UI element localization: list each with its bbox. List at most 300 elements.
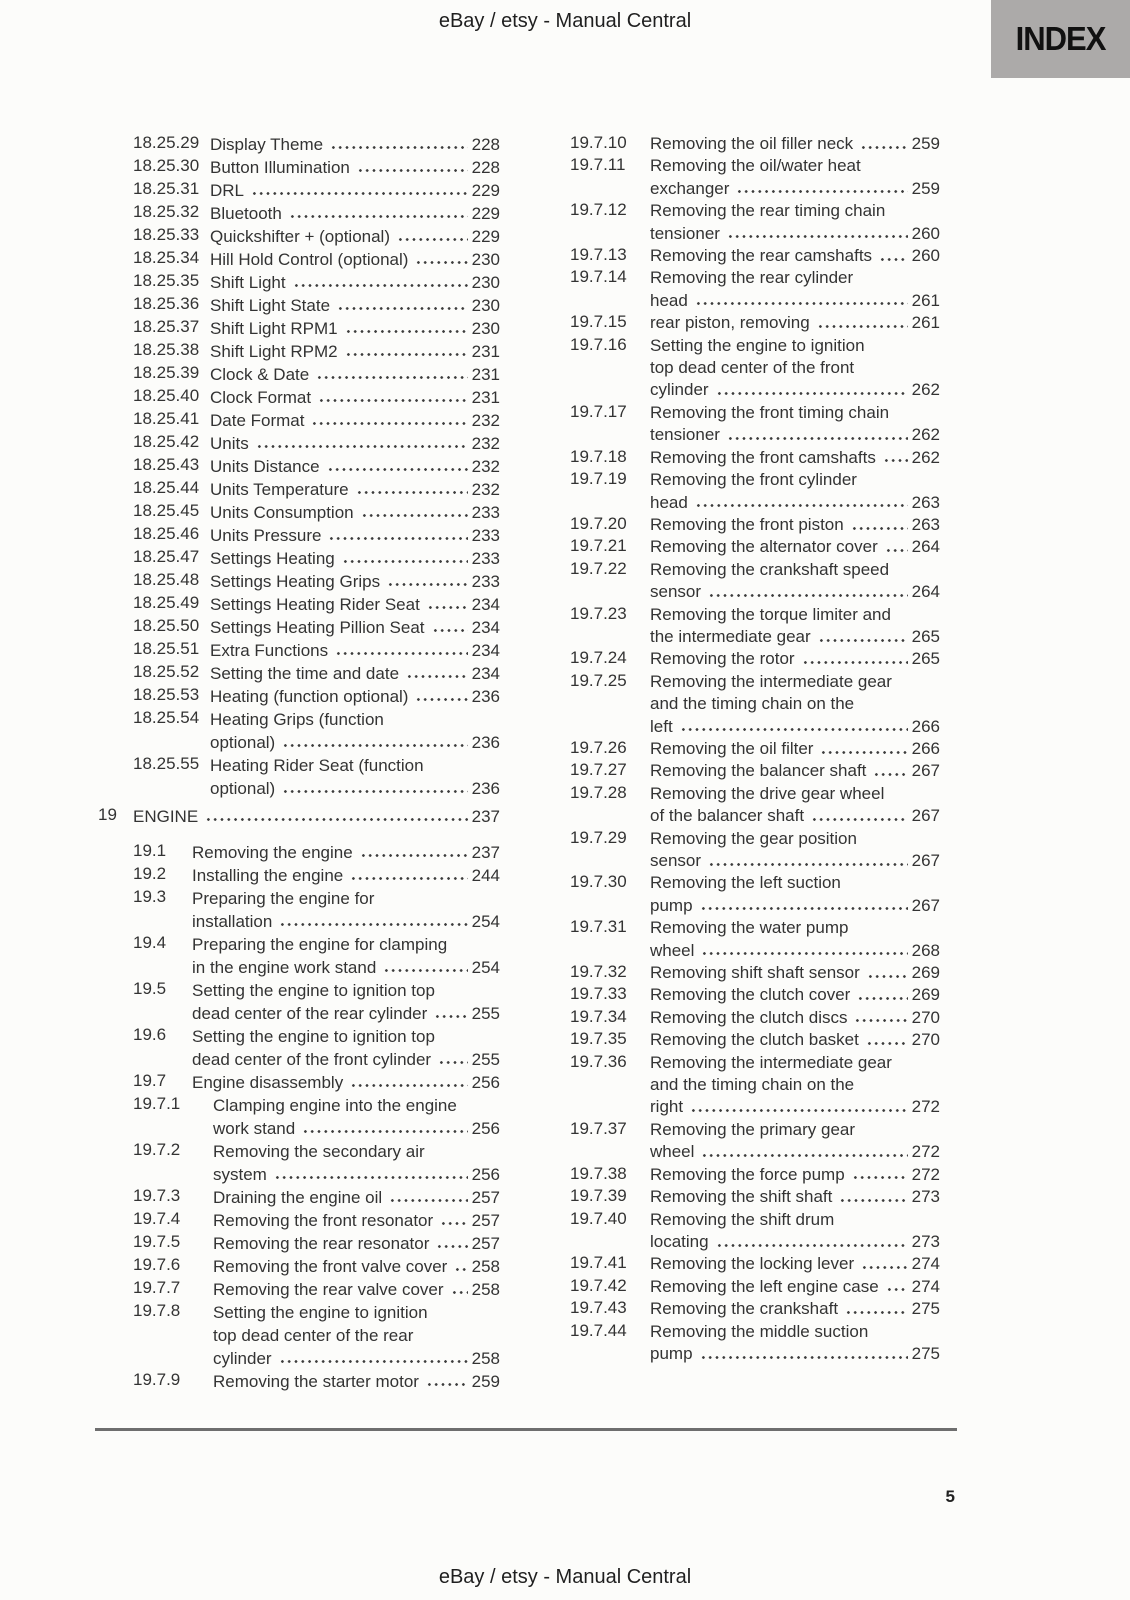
toc-entry-title: Bluetooth: [210, 204, 282, 223]
toc-entry: [98, 1071, 500, 1094]
toc-entry-page: 236: [471, 733, 500, 752]
toc-entry: [98, 501, 500, 524]
toc-entry-line: [210, 455, 500, 478]
toc-entry-number: 19.7.29: [570, 827, 627, 847]
toc-entry-number: 19.7.40: [570, 1208, 627, 1228]
dot-leader: [707, 850, 908, 872]
dot-leader: [810, 805, 908, 827]
toc-entry-title: rear piston, removing: [650, 313, 810, 333]
toc-entry-number: 18.25.50: [133, 616, 200, 635]
toc-entry-page: 257: [471, 1234, 500, 1253]
toc-entry-title: Removing the shift shaft: [650, 1187, 833, 1207]
toc-entry-title: Extra Functions: [210, 641, 329, 660]
toc-entry-number: 19.4: [133, 933, 167, 952]
toc-entry-line: [650, 1007, 940, 1029]
toc-entry: [570, 1029, 940, 1051]
toc-entry-line: [213, 1278, 500, 1301]
toc-entry: [570, 200, 940, 245]
toc-entry-title: Removing the rear valve cover: [213, 1280, 444, 1299]
dot-leader: [838, 1186, 907, 1208]
toc-entry: [98, 805, 500, 828]
dot-leader: [425, 1370, 468, 1393]
toc-entry-line: [213, 1209, 500, 1232]
toc-entry-title: Quickshifter + (optional): [210, 227, 390, 246]
toc-entry: [98, 754, 500, 800]
dot-leader: [433, 1002, 467, 1025]
toc-entry: [98, 271, 500, 294]
dot-leader: [204, 805, 467, 828]
toc-entry-line: [213, 1186, 500, 1209]
dot-leader: [816, 312, 908, 334]
toc-entry-number: 18.25.43: [133, 455, 200, 474]
toc-entry-title: Setting the engine to ignition top: [192, 981, 435, 1000]
toc-entry: [98, 248, 500, 271]
toc-entry-line: [650, 1298, 940, 1320]
dot-leader: [735, 178, 907, 200]
toc-entry-number: 19.7.14: [570, 267, 627, 287]
toc-entry-page: 258: [471, 1257, 500, 1276]
toc-entry-page: 258: [471, 1280, 500, 1299]
dot-leader: [882, 447, 908, 469]
toc-entry: [570, 402, 940, 447]
toc-entry-number: 19.7.25: [570, 670, 627, 690]
toc-entry-line: [210, 409, 500, 432]
toc-entry-number: 19.7.10: [570, 133, 627, 152]
toc-entry-line: [210, 616, 500, 639]
toc-entry-line: [210, 501, 500, 524]
toc-entry-line: [210, 570, 500, 593]
toc-entry-page: 267: [911, 761, 940, 781]
toc-entry-page: 274: [911, 1254, 940, 1274]
dot-leader: [255, 432, 468, 455]
dot-leader: [349, 864, 467, 887]
toc-entry: [570, 783, 940, 828]
dot-leader: [850, 514, 908, 536]
toc-entry-number: 18.25.48: [133, 570, 200, 589]
toc-entry-title: Heating (function optional): [210, 687, 409, 706]
toc-entry: [98, 864, 500, 887]
toc-entry-title: top dead center of the rear: [213, 1326, 414, 1345]
toc-entry-number: 18.25.31: [133, 179, 200, 198]
toc-entry-title: Clamping engine into the engine: [213, 1096, 457, 1115]
toc-entry-number: 18.25.44: [133, 478, 200, 497]
toc-entry-title: head: [650, 492, 688, 512]
toc-entry-number: 19.7.26: [570, 737, 627, 757]
toc-entry-line: [650, 1119, 940, 1141]
toc-entry-title: Units Pressure: [210, 526, 322, 545]
toc-entry-number: 18.25.36: [133, 294, 200, 313]
toc-entry-number: 18.25.39: [133, 363, 200, 382]
toc-entry-page: 262: [911, 380, 940, 400]
toc-entry-line: [650, 402, 940, 424]
toc-entry-title: Setting the engine to ignition: [650, 335, 865, 355]
toc-entry-title: Removing the crankshaft: [650, 1299, 839, 1319]
toc-entry-line: [650, 200, 940, 222]
toc-entry-title: Preparing the engine for clamping: [192, 935, 448, 954]
toc-entry-number: 18.25.29: [133, 133, 200, 152]
toc-entry-title: Shift Light State: [210, 296, 331, 315]
toc-entry-title: Setting the time and date: [210, 664, 400, 683]
toc-entry: [570, 648, 940, 670]
dot-leader: [801, 648, 908, 670]
dot-leader: [435, 1232, 467, 1255]
toc-entry: [570, 738, 940, 760]
toc-entry-title: Removing shift shaft sensor: [650, 963, 860, 983]
toc-entry-title: Removing the drive gear wheel: [650, 783, 885, 803]
toc-entry-line: [210, 639, 500, 662]
toc-entry-number: 19.7.30: [570, 872, 627, 892]
toc-entry-title: Removing the front resonator: [213, 1211, 434, 1230]
toc-entry-line: [650, 872, 940, 894]
toc-entry-title: installation: [192, 912, 273, 931]
toc-entry-title: Removing the front piston: [650, 514, 844, 534]
toc-entry-line: [650, 940, 940, 962]
toc-entry-title: optional): [210, 779, 276, 798]
toc-entry-line: [192, 933, 500, 956]
toc-entry-title: Units Distance: [210, 457, 320, 476]
page-number: 5: [945, 1487, 955, 1506]
toc-entry-line: [650, 716, 940, 738]
toc-entry-line: [650, 1074, 940, 1096]
toc-entry-title: Removing the rotor: [650, 649, 795, 669]
dot-leader: [278, 1347, 468, 1370]
toc-entry-line: [650, 335, 940, 357]
toc-entry: [98, 179, 500, 202]
dot-leader: [715, 379, 908, 401]
toc-entry-page: 260: [911, 246, 940, 266]
dot-leader: [315, 363, 467, 386]
toc-entry: [570, 155, 940, 200]
dot-leader: [344, 317, 468, 340]
toc-entry-number: 19.7.36: [570, 1051, 627, 1071]
dot-leader: [288, 202, 468, 225]
toc-entry-page: 231: [471, 365, 500, 384]
toc-entry-page: 234: [471, 664, 500, 683]
toc-entry-number: 19.7.42: [570, 1275, 627, 1295]
toc-entry-title: Settings Heating Rider Seat: [210, 595, 420, 614]
toc-entry-line: [213, 1232, 500, 1255]
toc-entry-page: 230: [471, 250, 500, 269]
toc-entry-line: [213, 1301, 500, 1324]
toc-entry: [570, 760, 940, 782]
toc-entry: [98, 685, 500, 708]
toc-entry: [570, 1052, 940, 1119]
toc-entry-page: 234: [471, 641, 500, 660]
toc-entry: [570, 1276, 940, 1298]
toc-entry-line: [210, 432, 500, 455]
toc-entry-number: 19.7.23: [570, 603, 627, 623]
toc-entry-number: 19.7.32: [570, 962, 627, 982]
toc-entry-number: 18.25.30: [133, 156, 200, 175]
toc-entry-title: Draining the engine oil: [213, 1188, 383, 1207]
toc-entry-number: 19.7.38: [570, 1163, 627, 1183]
dot-leader: [715, 1231, 908, 1253]
dot-leader: [865, 1029, 908, 1051]
toc-entry-title: Removing the clutch basket: [650, 1030, 859, 1050]
toc-entry-line: [213, 1370, 500, 1393]
dot-leader: [707, 581, 908, 603]
toc-entry-line: [650, 1276, 940, 1298]
toc-entry-title: right: [650, 1097, 684, 1117]
toc-entry-title: Removing the front cylinder: [650, 470, 857, 490]
toc-entry-page: 228: [471, 158, 500, 177]
toc-entry-line: [210, 731, 500, 754]
toc-entry: [570, 447, 940, 469]
toc-entry-number: 19.7.5: [133, 1232, 181, 1251]
toc-entry: [98, 432, 500, 455]
toc-entry-page: 233: [471, 549, 500, 568]
dot-leader: [349, 1071, 467, 1094]
toc-entry-page: 262: [911, 425, 940, 445]
toc-entry-line: [650, 693, 940, 715]
toc-entry: [98, 547, 500, 570]
toc-entry-number: 19.7.17: [570, 401, 627, 421]
toc-entry-page: 236: [471, 779, 500, 798]
toc-entry-page: 267: [911, 851, 940, 870]
toc-entry-title: Button Illumination: [210, 158, 350, 177]
toc-entry-number: 19.5: [133, 979, 167, 998]
dot-leader: [355, 478, 468, 501]
dot-leader: [689, 1096, 908, 1118]
toc-entry: [570, 514, 940, 536]
toc-entry-line: [650, 514, 940, 536]
toc-entry-number: 18.25.38: [133, 340, 200, 359]
dot-leader: [388, 1186, 467, 1209]
toc-entry-line: [650, 447, 940, 469]
toc-entry-page: 263: [911, 514, 940, 534]
footer-divider-rule: [95, 1428, 957, 1431]
toc-entry-page: 229: [471, 181, 500, 200]
toc-entry-number: 18.25.41: [133, 409, 200, 428]
toc-entry-page: 232: [471, 457, 500, 476]
toc-entry-number: 19.7.35: [570, 1029, 627, 1049]
toc-entry-page: 257: [471, 1211, 500, 1230]
toc-entry-title: Units Consumption: [210, 503, 354, 522]
toc-entry: [570, 536, 940, 558]
toc-entry-page: 266: [911, 738, 940, 758]
dot-leader: [437, 1048, 468, 1071]
toc-entry: [98, 708, 500, 754]
toc-entry-title: and the timing chain on the: [650, 1075, 855, 1095]
toc-entry-number: 19.7.15: [570, 312, 627, 332]
toc-entry-page: 268: [911, 940, 940, 960]
toc-entry-page: 232: [471, 480, 500, 499]
toc-entry-line: [210, 248, 500, 271]
toc-entry-title: Removing the rear cylinder: [650, 268, 854, 288]
toc-entry-line: [210, 133, 500, 156]
toc-entry-page: 230: [471, 319, 500, 338]
toc-entry: [98, 386, 500, 409]
toc-entry: [570, 671, 940, 738]
toc-entry: [570, 917, 940, 962]
toc-entry-line: [650, 1029, 940, 1051]
toc-entry-page: 266: [911, 716, 940, 736]
dot-leader: [336, 294, 468, 317]
toc-entry-number: 19.7.41: [570, 1253, 627, 1273]
toc-entry-line: [192, 1002, 500, 1025]
toc-entry-page: 265: [911, 649, 940, 669]
toc-entry-line: [650, 267, 940, 289]
dot-leader: [853, 1007, 907, 1029]
toc-entry-number: 19.6: [133, 1025, 167, 1044]
toc-entry-line: [650, 379, 940, 401]
dot-leader: [382, 956, 467, 979]
toc-entry-number: 19.7.9: [133, 1370, 181, 1389]
toc-entry: [98, 455, 500, 478]
toc-entry-number: 18.25.53: [133, 685, 200, 704]
toc-entry-line: [650, 626, 940, 648]
toc-entry-line: [650, 604, 940, 626]
toc-entry-line: [210, 708, 500, 731]
header-title: eBay / etsy - Manual Central: [438, 10, 692, 32]
dot-leader: [844, 1298, 908, 1320]
toc-entry-line: [650, 648, 940, 670]
dot-leader: [439, 1209, 467, 1232]
toc-entry: [570, 1007, 940, 1029]
toc-entry-title: system: [213, 1165, 267, 1184]
dot-leader: [344, 340, 468, 363]
toc-entry-line: [210, 340, 500, 363]
toc-entry-line: [192, 1048, 500, 1071]
dot-leader: [414, 685, 467, 708]
toc-entry-title: top dead center of the front: [650, 358, 855, 378]
toc-entry-page: 272: [911, 1097, 940, 1117]
toc-entry-number: 19.7: [133, 1071, 167, 1090]
toc-entry-title: Removing the intermediate gear: [650, 671, 892, 691]
toc-entry-number: 19.7.7: [133, 1278, 181, 1297]
dot-leader: [360, 501, 468, 524]
dot-leader: [700, 1141, 907, 1163]
toc-entry-line: [210, 271, 500, 294]
toc-entry-page: 259: [911, 134, 940, 153]
toc-entry-line: [213, 1255, 500, 1278]
toc-entry-number: 19.7.18: [570, 446, 627, 466]
toc-entry-page: 270: [911, 1030, 940, 1050]
toc-entry-title: pump: [650, 895, 693, 915]
toc-entry-number: 19.7.24: [570, 648, 627, 668]
toc-entry-page: 237: [471, 807, 500, 826]
toc-entry-number: 19.7.37: [570, 1118, 627, 1138]
toc-entry-line: [133, 805, 500, 828]
toc-entry-line: [650, 984, 940, 1006]
toc-entry: [98, 1370, 500, 1393]
toc-entry-page: 231: [471, 388, 500, 407]
toc-entry-number: 19.7.39: [570, 1186, 627, 1206]
dot-leader: [851, 1164, 908, 1186]
toc-entry-number: 19.7.21: [570, 536, 627, 556]
toc-entry-line: [650, 581, 940, 603]
toc-entry: [570, 828, 940, 873]
toc-entry: [98, 1278, 500, 1301]
toc-entry-title: Heating Grips (function: [210, 710, 384, 729]
toc-entry-number: 19.2: [133, 864, 167, 883]
toc-entry: [98, 887, 500, 933]
toc-entry-title: Settings Heating Grips: [210, 572, 381, 591]
toc-entry-page: 233: [471, 572, 500, 591]
toc-entry-line: [210, 593, 500, 616]
toc-entry-number: 18.25.55: [133, 754, 200, 773]
toc-entry-page: 270: [911, 1007, 940, 1027]
toc-entry-line: [650, 536, 940, 558]
toc-entry-number: 19.7.44: [570, 1320, 627, 1340]
toc-entry-title: Clock & Date: [210, 365, 310, 384]
toc-entry-line: [192, 979, 500, 1002]
toc-entry-number: 19.7.16: [570, 334, 627, 354]
dot-leader: [431, 616, 468, 639]
toc-entry-page: 267: [911, 895, 940, 915]
toc-entry-number: 19.7.2: [133, 1140, 181, 1159]
dot-leader: [726, 223, 908, 245]
toc-entry: [570, 335, 940, 402]
toc-entry-title: and the timing chain on the: [650, 694, 855, 714]
toc-entry-title: dead center of the rear cylinder: [192, 1004, 428, 1023]
toc-entry-number: 18.25.42: [133, 432, 200, 451]
toc-entry: [98, 133, 500, 156]
toc-entry: [98, 317, 500, 340]
toc-entry-line: [650, 962, 940, 984]
toc-entry-line: [650, 671, 940, 693]
toc-entry-page: 262: [911, 447, 940, 467]
dot-leader: [453, 1255, 467, 1278]
toc-entry-page: 269: [911, 963, 940, 983]
toc-entry-title: Shift Light RPM1: [210, 319, 338, 338]
toc-entry-number: 18.25.37: [133, 317, 200, 336]
toc-entry-title: Removing the intermediate gear: [650, 1052, 892, 1072]
dot-leader: [694, 290, 908, 312]
dot-leader: [699, 895, 908, 917]
toc-entry: [570, 1164, 940, 1186]
dot-leader: [859, 133, 907, 155]
toc-entry-line: [210, 363, 500, 386]
toc-entry-line: [650, 1052, 940, 1074]
dot-leader: [819, 738, 907, 760]
toc-entry-line: [650, 1096, 940, 1118]
toc-entry: [570, 604, 940, 649]
toc-entry-line: [650, 1141, 940, 1163]
toc-entry-number: 18.25.54: [133, 708, 200, 727]
toc-entry-page: 230: [471, 273, 500, 292]
toc-entry-page: 244: [471, 866, 500, 885]
toc-entry-title: Installing the engine: [192, 866, 344, 885]
toc-entry-title: exchanger: [650, 178, 730, 198]
toc-entry-title: Units Temperature: [210, 480, 349, 499]
toc-entry-page: 230: [471, 296, 500, 315]
toc-entry-page: 254: [471, 958, 500, 977]
toc-entry-number: 19.7.28: [570, 782, 627, 802]
toc-entry-number: 19.7.22: [570, 558, 627, 578]
toc-entry-line: [213, 1094, 500, 1117]
toc-entry-page: 256: [471, 1119, 500, 1138]
dot-leader: [817, 626, 908, 648]
toc-entry-title: Units: [210, 434, 249, 453]
toc-entry-title: Date Format: [210, 411, 305, 430]
toc-entry-line: [650, 357, 940, 379]
toc-entry-page: 258: [471, 1349, 500, 1368]
toc-entry-line: [210, 156, 500, 179]
toc-entry-title: Removing the clutch cover: [650, 985, 851, 1005]
toc-entry-line: [650, 1186, 940, 1208]
toc-entry-line: [213, 1140, 500, 1163]
toc-entry-title: Removing the oil filter: [650, 738, 814, 758]
toc-entry-number: 19.7.6: [133, 1255, 181, 1274]
toc-entry-page: 232: [471, 434, 500, 453]
toc-entry-title: Removing the rear timing chain: [650, 201, 886, 221]
toc-entry-line: [650, 469, 940, 491]
toc-entry-page: 234: [471, 618, 500, 637]
toc-entry-number: 19.7.43: [570, 1298, 627, 1318]
toc-entry-title: Settings Heating Pillion Seat: [210, 618, 425, 637]
toc-entry-line: [210, 777, 500, 800]
